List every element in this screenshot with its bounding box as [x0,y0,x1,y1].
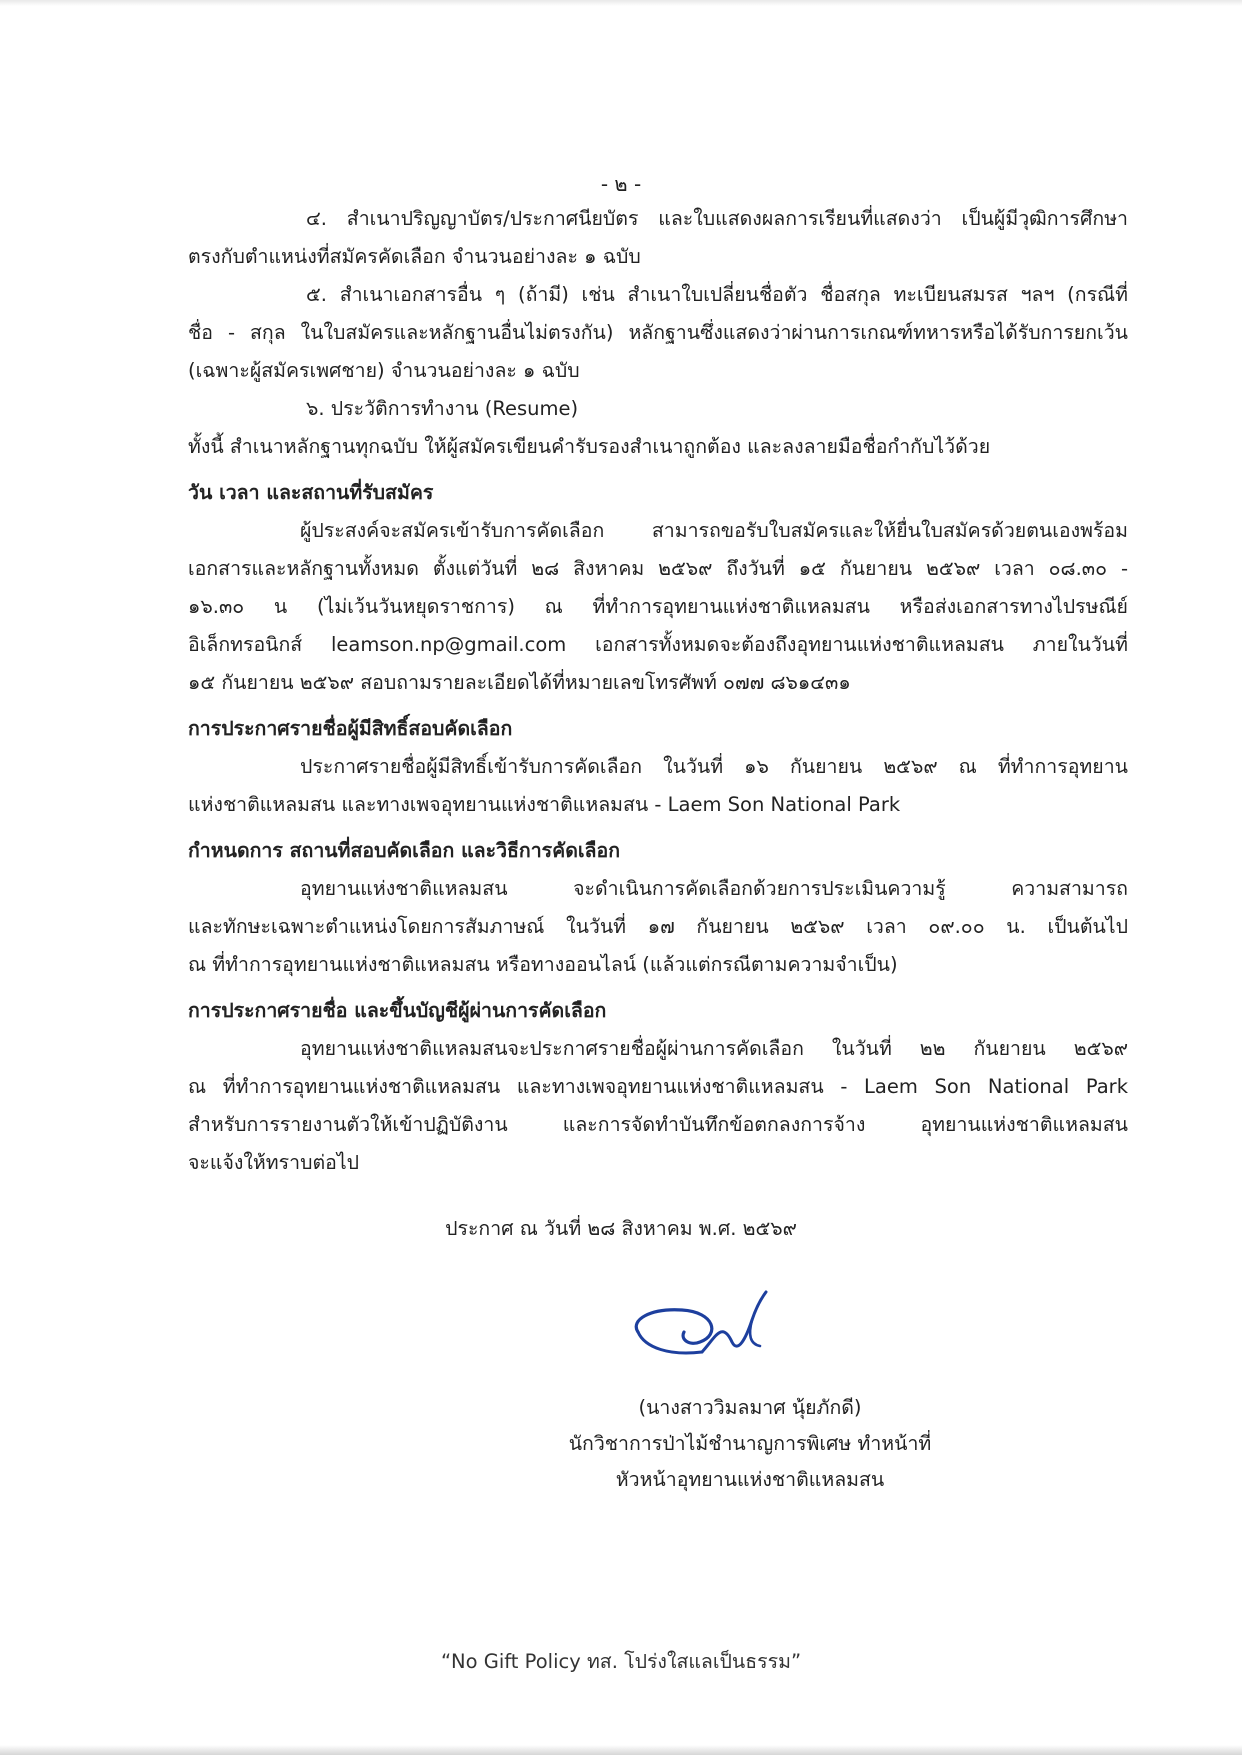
heading-schedule: กำหนดการ สถานที่สอบคัดเลือก และวิธีการคัดเลือก [188,839,620,862]
apply-line2: เอกสารและหลักฐานทั้งหมด ตั้งแต่วันที่ ๒๘ สิงหาคม ๒๕๖๙ ถึงวันที่ ๑๕ กันยายน ๒๕๖๙ เวลา ๐๘.๓๐ - [188,557,1128,580]
note-line: ทั้งนี้ สำเนาหลักฐานทุกฉบับ ให้ผู้สมัครเขียนคำรับรองสำเนาถูกต้อง และลงลายมือชื่อกำกับไว้ด้วย [188,435,991,458]
signature-image [620,1280,790,1380]
eligible-line1: ประกาศรายชื่อผู้มีสิทธิ์เข้ารับการคัดเลือก ในวันที่ ๑๖ กันยายน ๒๕๖๙ ณ ที่ทำการอุทยาน [300,755,1128,778]
document-body [188,200,1128,1182]
heading-apply: วัน เวลา และสถานที่รับสมัคร [188,481,434,504]
result-line1: อุทยานแห่งชาติแหลมสนจะประกาศรายชื่อผู้ผ่านการคัดเลือก ในวันที่ ๒๒ กันยายน ๒๕๖๙ [300,1037,1128,1060]
scan-edge-top [0,0,1242,6]
handwritten-signature [620,1280,790,1380]
item5-line3: (เฉพาะผู้สมัครเพศชาย) จำนวนอย่างละ ๑ ฉบับ [188,359,580,382]
footer-slogan: “No Gift Policy ทส. โปร่งใสแลเป็นธรรม” [440,1650,802,1673]
schedule-line3: ณ ที่ทำการอุทยานแห่งชาติแหลมสน หรือทางออนไลน์ (แล้วแต่กรณีตามความจำเป็น) [188,953,898,976]
apply-line4: อิเล็กทรอนิกส์ leamson.np@gmail.com เอกสารทั้งหมดจะต้องถึงอุทยานแห่งชาติแหลมสน ภายในวันที่ [188,633,1128,656]
result-line2: ณ ที่ทำการอุทยานแห่งชาติแหลมสน และทางเพจอุทยานแห่งชาติแหลมสน - Laem Son National Park [188,1075,1128,1098]
apply-line5: ๑๕ กันยายน ๒๕๖๙ สอบถามรายละเอียดได้ที่หมายเลขโทรศัพท์ ๐๗๗ ๘๖๑๔๓๑ [188,671,851,694]
heading-result: การประกาศรายชื่อ และขึ้นบัญชีผู้ผ่านการคัดเลือก [188,999,607,1022]
heading-eligible: การประกาศรายชื่อผู้มีสิทธิ์สอบคัดเลือก [188,717,513,740]
item4-line2: ตรงกับตำแหน่งที่สมัครคัดเลือก จำนวนอย่างละ ๑ ฉบับ [188,245,641,268]
signer-name: (นางสาววิมลมาศ นุ้ยภักดี) [638,1396,862,1419]
signer-role: หัวหน้าอุทยานแห่งชาติแหลมสน [615,1468,885,1491]
announcement-date: ประกาศ ณ วันที่ ๒๘ สิงหาคม พ.ศ. ๒๕๖๙ [445,1217,797,1240]
item6-line1: ๖. ประวัติการทำงาน (Resume) [306,397,579,420]
item5-line1: ๕. สำเนาเอกสารอื่น ๆ (ถ้ามี) เช่น สำเนาใบเปลี่ยนชื่อตัว ชื่อสกุล ทะเบียนสมรส ฯลฯ (กรณีที่ [306,283,1128,306]
result-line4: จะแจ้งให้ทราบต่อไป [188,1151,360,1174]
apply-line1: ผู้ประสงค์จะสมัครเข้ารับการคัดเลือก สามารถขอรับใบสมัครและให้ยื่นใบสมัครด้วยตนเองพร้อม [300,519,1128,542]
item5-line2: ชื่อ - สกุล ในใบสมัครและหลักฐานอื่นไม่ตรงกัน) หลักฐานซึ่งแสดงว่าผ่านการเกณฑ์ทหารหรือได้รับการยกเว้น [188,321,1128,344]
schedule-line2: และทักษะเฉพาะตำแหน่งโดยการสัมภาษณ์ ในวันที่ ๑๗ กันยายน ๒๕๖๙ เวลา ๐๙.๐๐ น. เป็นต้นไป [188,915,1128,938]
result-line3: สำหรับการรายงานตัวให้เข้าปฏิบัติงาน และการจัดทำบันทึกข้อตกลงการจ้าง อุทยานแห่งชาติแหลมสน [188,1113,1128,1136]
eligible-line2: แห่งชาติแหลมสน และทางเพจอุทยานแห่งชาติแหลมสน - Laem Son National Park [188,793,901,816]
scan-edge-bottom [0,1745,1242,1755]
item4-line1: ๔. สำเนาปริญญาบัตร/ประกาศนียบัตร และใบแสดงผลการเรียนที่แสดงว่า เป็นผู้มีวุฒิการศึกษา [306,207,1128,230]
page-number: - ๒ - [600,172,642,196]
signer-position: นักวิชาการป่าไม้ชำนาญการพิเศษ ทำหน้าที่ [568,1432,932,1455]
apply-line3: ๑๖.๓๐ น (ไม่เว้นวันหยุดราชการ) ณ ที่ทำการอุทยานแห่งชาติแหลมสน หรือส่งเอกสารทางไปรษณีย์ [188,595,1128,618]
schedule-line1: อุทยานแห่งชาติแหลมสน จะดำเนินการคัดเลือกด้วยการประเมินความรู้ ความสามารถ [300,877,1128,900]
signer-block [520,1390,980,1498]
